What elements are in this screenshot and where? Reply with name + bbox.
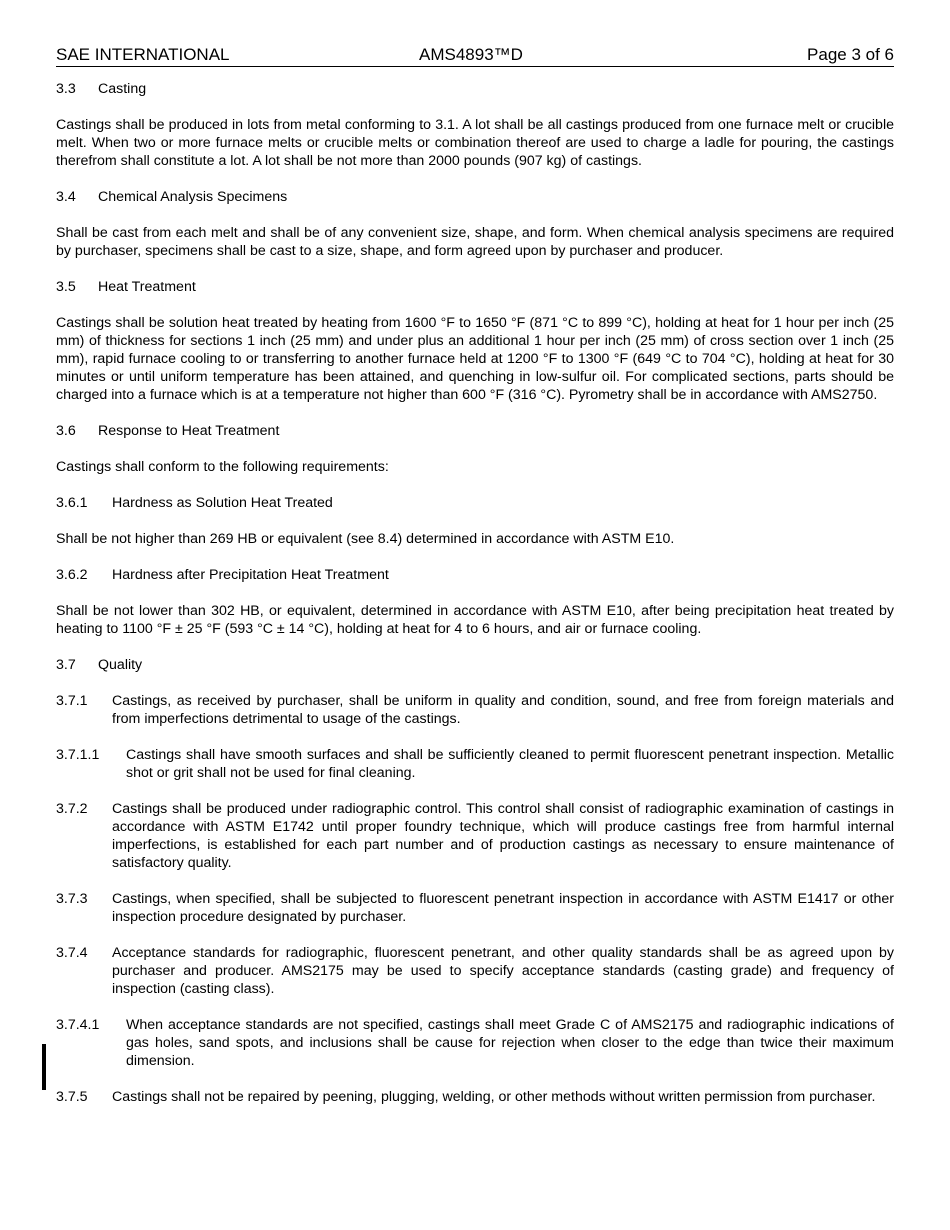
item-number: 3.7.1.1	[56, 747, 100, 763]
section-heading-3-6	[56, 422, 894, 440]
list-item-3-7-1-1	[56, 746, 894, 782]
document-body	[56, 80, 894, 1124]
section-number: 3.3	[56, 81, 76, 97]
header-organization: SAE INTERNATIONAL	[56, 45, 230, 64]
header-document-number: AMS4893™D	[419, 45, 523, 64]
item-number: 3.7.1	[56, 693, 88, 709]
item-text: Castings, as received by purchaser, shall be uniform in quality and condition, sound, and free from foreign materials and from imperfections detrimental to usage of the castings.	[112, 693, 894, 727]
item-number: 3.7.2	[56, 801, 88, 817]
list-item-3-7-4-1	[56, 1016, 894, 1070]
item-number: 3.7.5	[56, 1089, 88, 1105]
item-number: 3.7.3	[56, 891, 88, 907]
section-body-3-5: Castings shall be solution heat treated by heating from 1600 °F to 1650 °F (871 °C to 899 °C), holding at heat for 1 hour per inch (25 mm) of thickness for sections 1 inch (25 mm) and under plus an additional 1 hour per inch (25 mm) of cross section over 1 inch (25 mm), rapid furnace cooling to or transferring to another furnace held at 1200 °F to 1300 °F (649 °C to 704 °C), holding at heat for 30 minutes or until uniform temperature has been attained, and quenching in low-sulfur oil. For complicated sections, parts should be charged into a furnace which is at a temperature not higher than 600 °F (316 °C). Pyrometry shall be in accordance with AMS2750.	[56, 315, 894, 403]
revision-change-bar	[42, 1044, 46, 1090]
section-number: 3.4	[56, 189, 76, 205]
section-title: Response to Heat Treatment	[98, 423, 280, 439]
list-item-3-7-1	[56, 692, 894, 728]
section-title: Casting	[98, 81, 147, 97]
section-number: 3.5	[56, 279, 76, 295]
item-number: 3.7.4.1	[56, 1017, 100, 1033]
section-number: 3.6	[56, 423, 76, 439]
item-text: Castings shall have smooth surfaces and shall be sufficiently cleaned to permit fluorescent penetrant inspection. Metallic shot or grit shall not be used for final cleaning.	[126, 747, 894, 781]
list-item-3-7-5	[56, 1088, 894, 1106]
item-text: Acceptance standards for radiographic, fluorescent penetrant, and other quality standards shall be as agreed upon by purchaser and producer. AMS2175 may be used to specify acceptance standards (casting grade) and frequency of inspection (casting class).	[112, 945, 894, 997]
section-heading-3-5	[56, 278, 894, 296]
section-number: 3.6.2	[56, 567, 88, 583]
section-body-3-6-2: Shall be not lower than 302 HB, or equivalent, determined in accordance with ASTM E10, after being precipitation heat treated by heating to 1100 °F ± 25 °F (593 °C ± 14 °C), holding at heat for 4 to 6 hours, and air or furnace cooling.	[56, 603, 894, 637]
section-title: Hardness after Precipitation Heat Treatment	[112, 567, 389, 583]
section-title: Heat Treatment	[98, 279, 196, 295]
section-body-3-4: Shall be cast from each melt and shall be of any convenient size, shape, and form. When chemical analysis specimens are required by purchaser, specimens shall be cast to a size, shape, and form agreed upon by purchaser and producer.	[56, 225, 894, 259]
section-heading-3-6-1	[56, 494, 894, 512]
section-title: Chemical Analysis Specimens	[98, 189, 288, 205]
list-item-3-7-2	[56, 800, 894, 872]
section-title: Quality	[98, 657, 143, 673]
list-item-3-7-4	[56, 944, 894, 998]
section-heading-3-7	[56, 656, 894, 674]
section-heading-3-3	[56, 80, 894, 98]
section-number: 3.7	[56, 657, 76, 673]
section-title: Hardness as Solution Heat Treated	[112, 495, 333, 511]
item-text: Castings shall be produced under radiographic control. This control shall consist of radiographic examination of castings in accordance with ASTM E1742 until proper foundry technique, which will produce castings free from harmful internal imperfections, is established for each part number and of production castings as necessary to ensure maintenance of satisfactory quality.	[112, 801, 894, 871]
section-body-3-6: Castings shall conform to the following requirements:	[56, 459, 389, 475]
item-text: Castings, when specified, shall be subjected to fluorescent penetrant inspection in accordance with ASTM E1417 or other inspection procedure designated by purchaser.	[112, 891, 894, 925]
page-header	[56, 44, 894, 67]
list-item-3-7-3	[56, 890, 894, 926]
item-text: When acceptance standards are not specified, castings shall meet Grade C of AMS2175 and radiographic indications of gas holes, sand spots, and inclusions shall be cause for rejection when closer to the edge than twice their maximum dimension.	[126, 1017, 894, 1069]
section-body-3-3: Castings shall be produced in lots from metal conforming to 3.1. A lot shall be all castings produced from one furnace melt or crucible melt. When two or more furnace melts or crucible melts or combination thereof are used to charge a ladle for pouring, the castings therefrom shall constitute a lot. A lot shall be not more than 2000 pounds (907 kg) of castings.	[56, 117, 894, 169]
item-number: 3.7.4	[56, 945, 88, 961]
section-heading-3-4	[56, 188, 894, 206]
section-number: 3.6.1	[56, 495, 88, 511]
item-text: Castings shall not be repaired by peening, plugging, welding, or other methods without written permission from purchaser.	[112, 1089, 876, 1105]
section-heading-3-6-2	[56, 566, 894, 584]
header-page-number: Page 3 of 6	[807, 45, 894, 64]
section-body-3-6-1: Shall be not higher than 269 HB or equivalent (see 8.4) determined in accordance with ASTM E10.	[56, 531, 675, 547]
